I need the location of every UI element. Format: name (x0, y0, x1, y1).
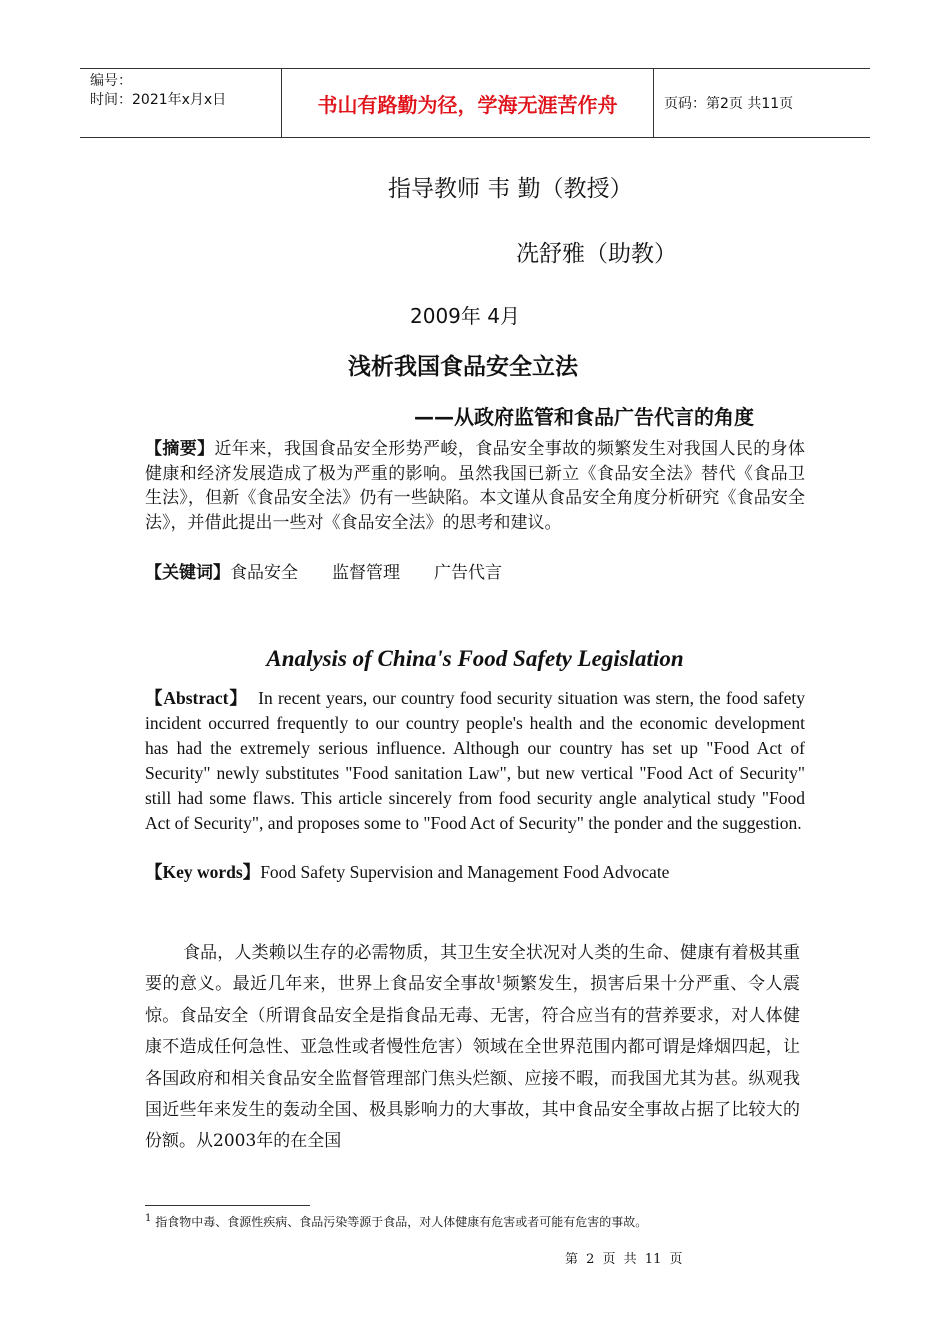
footnote-ref[interactable]: 1 (495, 974, 502, 986)
abstract-en-text: In recent years, our country food security situation was stern, the food safety incident occurred frequently to our country people's health and the economic development has had the extremely serious influence. Although our country has set up "Food Act of Security" newly substitutes "Food sanitation Law", but new vertical "Food Act of Security" still had some flaws. This article sincerely from food security angle analytical study "Food Act of Security", and proposes some to "Food Act of Security" the ponder and the suggestion. (145, 688, 805, 833)
keywords-en-label: 【Key words】 (145, 862, 261, 882)
keywords-cn (145, 561, 805, 586)
footnote-divider (145, 1205, 310, 1206)
header-meta (80, 69, 282, 137)
body-part-1: 食品，人类赖以生存的必需物质，其卫生安全状况对人类的生命、健康有着极其重要的意义。最近几年来，世界上食品安全事故 (145, 943, 800, 995)
advisor-line-1: 指导教师 韦 勤（教授） (388, 176, 633, 202)
page-subtitle: ——从政府监管和食品广告代言的角度 (414, 405, 754, 429)
abstract-en-label: 【Abstract】 (145, 688, 248, 708)
keyword-item: 监督管理 (332, 563, 400, 583)
footnote-number: 1 (145, 1213, 152, 1224)
footnote (145, 1213, 647, 1230)
abstract-cn (145, 437, 805, 535)
number-label: 编号： (90, 73, 132, 89)
document-header (80, 68, 870, 138)
keyword-item: 食品安全 (230, 563, 298, 583)
body-paragraph (145, 938, 800, 1158)
body-part-2: 频繁发生，损害后果十分严重、令人震惊。食品安全（所谓食品安全是指食品无毒、无害，符合应当有的营养要求，对人体健康不造成任何急性、亚急性或者慢性危害）领域在全世界范围内都可谓是烽烟四起，让各国政府和相关食品安全监督管理部门焦头烂额、应接不暇，而我国尤其为甚。纵观我国近些年来发生的轰动全国、极具影响力的大事故，其中食品安全事故占据了比较大的份额。从2003年的在全国 (145, 974, 801, 1152)
time-label: 时间：2021年x月x日 (90, 92, 227, 108)
abstract-cn-text: 近年来，我国食品安全形势严峻，食品安全事故的频繁发生对我国人民的身体健康和经济发展造成了极为严重的影响。虽然我国已新立《食品安全法》替代《食品卫生法》，但新《食品安全法》仍有一些缺陷。本文谨从食品安全角度分析研究《食品安全法》，并借此提出一些对《食品安全法》的思考和建议。 (145, 439, 806, 533)
thesis-date: 2009年 4月 (410, 304, 520, 328)
abstract-cn-label: 【摘要】 (145, 439, 215, 459)
page-title: 浅析我国食品安全立法 (348, 354, 578, 380)
abstract-en (145, 686, 805, 836)
english-title: Analysis of China's Food Safety Legislation (266, 646, 684, 671)
keywords-cn-label: 【关键词】 (145, 563, 230, 583)
header-page-info: 页码：第2页 共11页 (664, 96, 794, 112)
header-motto: 书山有路勤为径，学海无涯苦作舟 (282, 69, 654, 137)
advisor-line-2: 冼舒雅（助教） (516, 241, 677, 267)
keywords-en-text: Food Safety Supervision and Management Food Advocate (260, 862, 670, 882)
keyword-item: 广告代言 (434, 563, 502, 583)
footnote-text: 指食物中毒、食源性疾病、食品污染等源于食品，对人体健康有危害或者可能有危害的事故。 (155, 1215, 648, 1229)
page-footer: 第 2 页 共 11 页 (565, 1252, 683, 1267)
keywords-en (145, 860, 805, 885)
